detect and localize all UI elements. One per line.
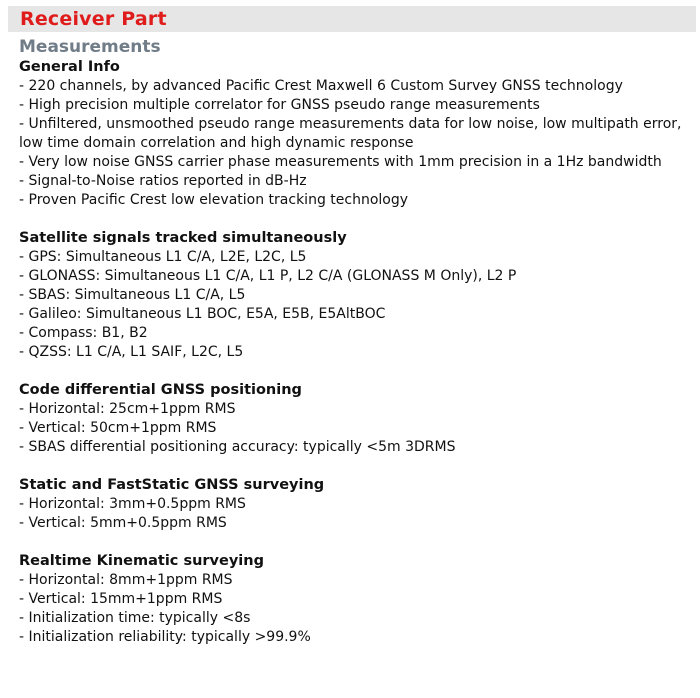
section-realtime-kinematic	[19, 552, 689, 647]
spec-line: - Vertical: 50cm+1ppm RMS	[19, 420, 217, 436]
spec-line: - Compass: B1, B2	[19, 325, 148, 341]
section-general-info	[19, 58, 689, 210]
spacer	[19, 362, 689, 381]
spec-line: - Horizontal: 8mm+1ppm RMS	[19, 572, 233, 588]
section-subtitle: Measurements	[19, 37, 161, 57]
spacer	[19, 457, 689, 476]
section-title: Satellite signals tracked simultaneously	[19, 230, 347, 246]
section-title: Code differential GNSS positioning	[19, 382, 302, 398]
section-title: Realtime Kinematic surveying	[19, 553, 264, 569]
spec-list	[19, 248, 689, 362]
spacer	[19, 533, 689, 552]
section-title: Static and FastStatic GNSS surveying	[19, 477, 325, 493]
section-code-differential	[19, 381, 689, 457]
spec-line: - Very low noise GNSS carrier phase measurements with 1mm precision in a 1Hz bandwidth	[19, 154, 662, 170]
section-static-surveying	[19, 476, 689, 533]
spec-line: - Galileo: Simultaneous L1 BOC, E5A, E5B, E5AltBOC	[19, 306, 386, 322]
spec-list	[19, 495, 689, 533]
header-bar	[8, 6, 696, 32]
spec-list	[19, 77, 689, 210]
spec-line: - Vertical: 15mm+1ppm RMS	[19, 591, 223, 607]
spec-line: - Proven Pacific Crest low elevation tracking technology	[19, 192, 409, 208]
spec-line: - GLONASS: Simultaneous L1 C/A, L1 P, L2 C/A (GLONASS M Only), L2 P	[19, 268, 517, 284]
spec-list	[19, 400, 689, 457]
spec-line: - Vertical: 5mm+0.5ppm RMS	[19, 515, 227, 531]
spec-line: - 220 channels, by advanced Pacific Crest Maxwell 6 Custom Survey GNSS technology	[19, 78, 623, 94]
spec-line: - Horizontal: 3mm+0.5ppm RMS	[19, 496, 246, 512]
spec-line: - QZSS: L1 C/A, L1 SAIF, L2C, L5	[19, 344, 244, 360]
spec-line: - Initialization time: typically <8s	[19, 610, 251, 626]
page-title: Receiver Part	[20, 8, 167, 30]
spec-content	[19, 36, 689, 647]
spec-line: - High precision multiple correlator for GNSS pseudo range measurements	[19, 97, 540, 113]
spec-list	[19, 571, 689, 647]
section-satellite-signals	[19, 229, 689, 362]
spec-line: - GPS: Simultaneous L1 C/A, L2E, L2C, L5	[19, 249, 307, 265]
spec-line: - Unfiltered, unsmoothed pseudo range measurements data for low noise, low multipath error, low time domain correlation and high dynamic response	[19, 116, 682, 151]
spec-line: - Signal-to-Noise ratios reported in dB-Hz	[19, 173, 307, 189]
spec-line: - SBAS: Simultaneous L1 C/A, L5	[19, 287, 246, 303]
spec-line: - Initialization reliability: typically >99.9%	[19, 629, 311, 645]
section-title: General Info	[19, 59, 120, 75]
spec-line: - Horizontal: 25cm+1ppm RMS	[19, 401, 236, 417]
spacer	[19, 210, 689, 229]
spec-line: - SBAS differential positioning accuracy: typically <5m 3DRMS	[19, 439, 456, 455]
